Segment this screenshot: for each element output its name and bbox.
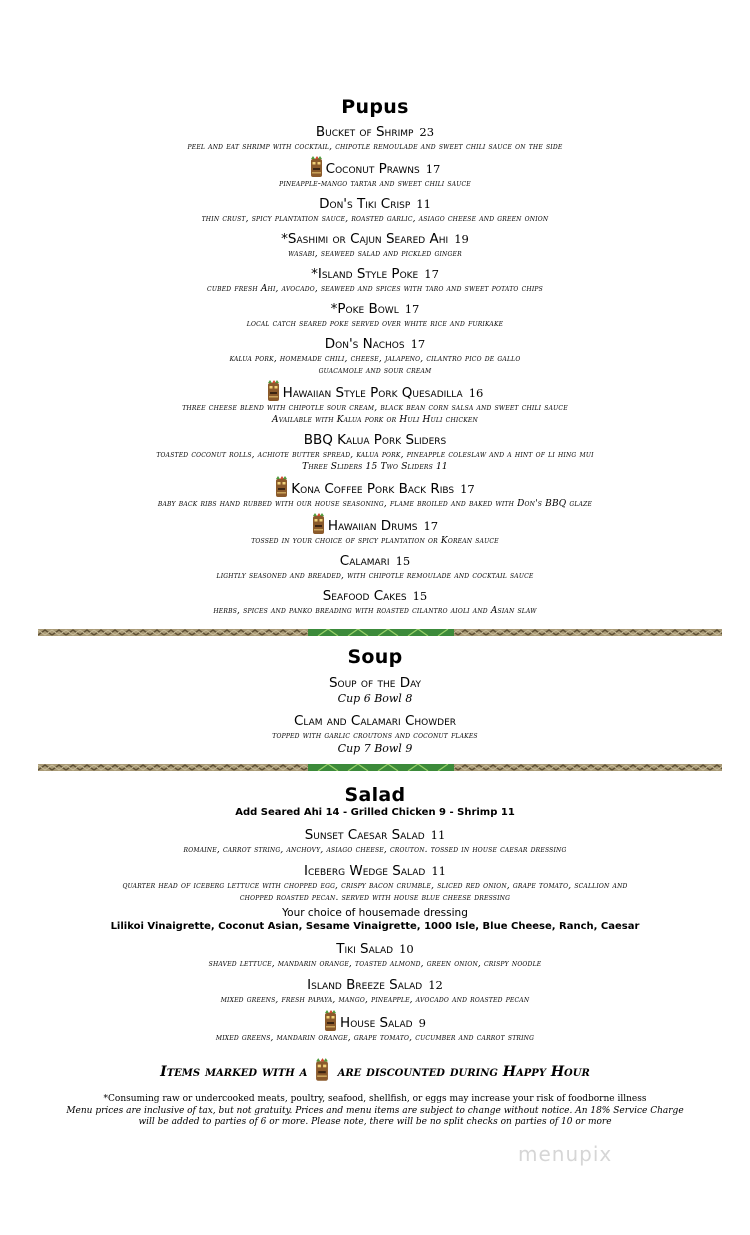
menu-item-description: peel and eat shrimp with cocktail, chipotle remoulade and sweet chili sauce on the side xyxy=(187,142,563,152)
menu-item-description: cubed fresh Ahi, avocado, seaweed and spices with taro and sweet potato chips xyxy=(207,284,543,294)
menu-item-description: topped with garlic croutons and coconut flakes xyxy=(272,731,478,741)
menu-item-name: Clam and Calamari Chowder xyxy=(293,713,457,729)
tiki-drink-icon xyxy=(312,513,325,535)
menu-item-name: Kona Coffee Pork Back Ribs xyxy=(291,481,455,497)
menu-item-description: thin crust, spicy plantation sauce, roasted garlic, asiago cheese and green onion xyxy=(201,214,549,224)
menu-item-description: mixed greens, fresh papaya, mango, pineapple, avocado and roasted pecan xyxy=(220,995,530,1005)
pupus-section xyxy=(0,96,750,617)
menu-item xyxy=(0,156,750,190)
menu-item xyxy=(0,1010,750,1044)
menu-item-price: 17 xyxy=(425,162,441,176)
footer-raw-warning: *Consuming raw or undercooked meats, poultry, seafood, shellfish, or eggs may increase your risk of foodborne illness xyxy=(103,1094,647,1104)
menu-item-price: 12 xyxy=(428,978,443,992)
dressing-title: Your choice of housemade dressing xyxy=(282,907,468,919)
happy-hour-text-before: Items marked with a xyxy=(160,1064,308,1080)
menu-item xyxy=(0,228,750,260)
menu-item-description: shaved lettuce, mandarin orange, toasted almond, green onion, crispy noodle xyxy=(208,959,542,969)
menu-item-name: Calamari xyxy=(339,553,390,569)
menu-item xyxy=(0,476,750,510)
salad-item-list-2 xyxy=(0,938,750,1044)
menu-item-description: three cheese blend with chipotle sour cream, black bean corn salsa and sweet chili sauce xyxy=(182,403,568,413)
menu-item-header xyxy=(0,156,750,178)
menu-item-description: mixed greens, mandarin orange, grape tomato, cucumber and carrot string xyxy=(215,1033,535,1043)
menu-item-header xyxy=(0,429,750,449)
dressing-block xyxy=(0,906,750,934)
menu-item-description: local catch seared poke served over white rice and furikake xyxy=(246,319,504,329)
menu-item-price: 15 xyxy=(395,554,411,568)
menu-item-description: romaine, carrot string, anchovy, asiago cheese, crouton. tossed in house caesar dressing xyxy=(183,845,567,855)
menu-item xyxy=(0,710,750,756)
menu-item-name: Hawaiian Style Pork Quesadilla xyxy=(282,385,463,401)
menu-item-name: Hawaiian Drums xyxy=(327,518,418,534)
menu-item-header xyxy=(0,974,750,994)
menu-item-description: lightly seasoned and breaded, with chipotle remoulade and cocktail sauce xyxy=(216,571,534,581)
menu-item-header xyxy=(0,193,750,213)
menu-item-name: *Sashimi or Cajun Seared Ahi xyxy=(281,231,449,247)
soup-item-list xyxy=(0,672,750,756)
menu-item xyxy=(0,193,750,225)
menu-item-price: 17 xyxy=(424,267,439,281)
menu-item-header xyxy=(0,824,750,844)
footer-pricing-line: Menu prices are inclusive of tax, but not gratuity. Prices and menu items are subject to change without notice. An 18% Service Charge xyxy=(66,1105,684,1116)
menu-item-description: herbs, spices and panko breading with roasted cilantro aioli and Asian slaw xyxy=(213,606,537,616)
menu-item-description: pineapple-mango tartar and sweet chili sauce xyxy=(279,179,471,189)
menu-item-price: 10 xyxy=(399,942,414,956)
menu-item-price: 17 xyxy=(410,337,426,351)
menu-item-portion-prices: Cup 6 Bowl 8 xyxy=(337,692,413,705)
menu-item-description: kalua pork, homemade chili, cheese, jalapeno, cilantro pico de gallo xyxy=(229,354,521,364)
footer-split-check-line: will be added to parties of 6 or more. Please note, there will be no split checks on parties of 10 or more xyxy=(138,1117,612,1127)
menu-item-price: 16 xyxy=(468,386,484,400)
menu-item-header xyxy=(0,476,750,498)
menu-item xyxy=(0,550,750,582)
menu-item-header xyxy=(0,672,750,692)
menu-item-name: Sunset Caesar Salad xyxy=(304,827,425,843)
section-title-pupus: Pupus xyxy=(341,96,409,118)
menu-item-price: 11 xyxy=(431,864,446,878)
menu-item-price: 17 xyxy=(404,302,420,316)
tiki-drink-icon xyxy=(315,1058,329,1082)
menu-item-header xyxy=(0,513,750,535)
tiki-drink-icon xyxy=(310,156,323,178)
menu-item-description: wasabi, seaweed salad and pickled ginger xyxy=(288,249,462,259)
menu-item-name: House Salad xyxy=(340,1015,413,1031)
menu-item-description: chopped roasted pecan. served with house blue cheese dressing xyxy=(239,893,511,903)
menu-item xyxy=(0,974,750,1006)
menu-item-name: Bucket of Shrimp xyxy=(315,124,414,140)
menu-item-name: Iceberg Wedge Salad xyxy=(304,863,426,879)
menu-item-header xyxy=(0,228,750,248)
menu-item-price: 11 xyxy=(416,197,431,211)
salad-item-list xyxy=(0,824,750,904)
pupus-item-list xyxy=(0,121,750,617)
menu-item-description: quarter head of iceberg lettuce with chopped egg, crispy bacon crumble, sliced red onion, grape tomato, scallion and xyxy=(122,881,628,891)
soup-section xyxy=(0,646,750,756)
menu-item-header xyxy=(0,333,750,353)
menu-item-description: toasted coconut rolls, achiote butter spread, kalua pork, pineapple coleslaw and a hint of li hing mui xyxy=(156,450,594,460)
menu-item-name: BBQ Kalua Pork Sliders xyxy=(303,432,447,448)
menu-item xyxy=(0,298,750,330)
menu-item xyxy=(0,121,750,153)
menu-item-header xyxy=(0,380,750,402)
footer-disclaimer xyxy=(0,1094,750,1129)
menu-item xyxy=(0,513,750,547)
tiki-drink-icon xyxy=(267,380,280,402)
menu-item-header xyxy=(0,550,750,570)
menu-item-price: 17 xyxy=(423,519,439,533)
menu-item-price: 23 xyxy=(419,125,435,139)
menu-item-name: *Island Style Poke xyxy=(311,266,419,282)
watermark-logo: menupix xyxy=(518,1142,613,1166)
happy-hour-note xyxy=(0,1058,750,1082)
menu-item-name: Tiki Salad xyxy=(336,941,394,957)
menu-item-price: 17 xyxy=(460,482,475,496)
menu-item xyxy=(0,380,750,426)
menu-item xyxy=(0,938,750,970)
section-divider xyxy=(38,629,722,636)
menu-item-name: Coconut Prawns xyxy=(325,161,420,177)
menu-item-name: Island Breeze Salad xyxy=(307,977,423,993)
menu-item-price: 15 xyxy=(412,589,428,603)
menu-item xyxy=(0,585,750,617)
menu-item-name: *Poke Bowl xyxy=(330,301,399,317)
tiki-drink-icon xyxy=(275,476,288,498)
menu-item-portion-prices: Cup 7 Bowl 9 xyxy=(337,742,413,755)
menu-item-description: baby back ribs hand rubbed with our house seasoning, flame broiled and baked with Don's BBQ glaze xyxy=(157,499,593,509)
section-title-soup: Soup xyxy=(347,646,403,668)
menu-item-header xyxy=(0,121,750,141)
menu-item xyxy=(0,333,750,377)
menu-item-header xyxy=(0,710,750,730)
menu-item xyxy=(0,429,750,473)
menu-item xyxy=(0,824,750,856)
menu-item-name: Soup of the Day xyxy=(328,675,422,691)
menu-item xyxy=(0,860,750,904)
menu-item-header xyxy=(0,585,750,605)
menu-item-description: Three Sliders 15 Two Sliders 11 xyxy=(302,462,448,472)
menu-item-header xyxy=(0,298,750,318)
menu-item-price: 11 xyxy=(430,828,446,842)
menu-item-name: Seafood Cakes xyxy=(322,588,407,604)
menu-item-description: tossed in your choice of spicy plantation or Korean sauce xyxy=(251,536,499,546)
salad-addons: Add Seared Ahi 14 - Grilled Chicken 9 - Shrimp 11 xyxy=(235,807,515,818)
section-title-salad: Salad xyxy=(344,784,406,806)
menu-item-header xyxy=(0,1010,750,1032)
dressing-list: Lilikoi Vinaigrette, Coconut Asian, Sesame Vinaigrette, 1000 Isle, Blue Cheese, Ranch, Caesar xyxy=(110,921,640,932)
menu-item xyxy=(0,263,750,295)
section-divider xyxy=(38,764,722,771)
menu-item-price: 19 xyxy=(454,232,469,246)
menu-item-header xyxy=(0,860,750,880)
menu-item-name: Don's Nachos xyxy=(324,336,405,352)
menu-item-name: Don's Tiki Crisp xyxy=(319,196,411,212)
tiki-drink-icon xyxy=(324,1010,337,1032)
salad-section xyxy=(0,784,750,1044)
menu-item-header xyxy=(0,938,750,958)
menu-item-header xyxy=(0,263,750,283)
menu-item-description: Available with Kalua pork or Huli Huli chicken xyxy=(272,415,478,425)
menu-item-description: guacamole and sour cream xyxy=(318,366,432,376)
happy-hour-text-after: are discounted during Happy Hour xyxy=(337,1064,590,1080)
menu-item xyxy=(0,672,750,706)
menu-item-price: 9 xyxy=(418,1016,426,1030)
